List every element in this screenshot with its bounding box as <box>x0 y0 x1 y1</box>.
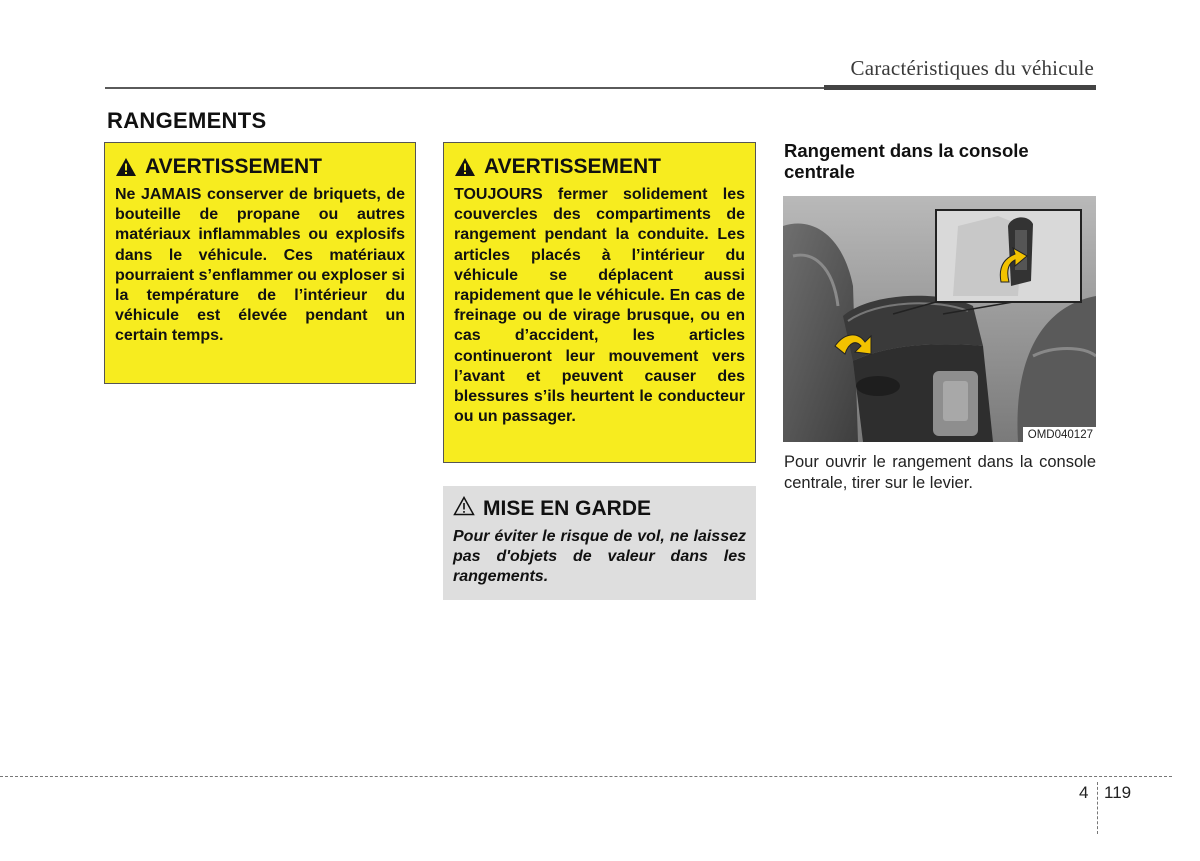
caution-body: Pour éviter le risque de vol, ne laissez pas d'objets de valeur dans les rangements. <box>453 528 746 586</box>
caution-title <box>453 496 746 522</box>
header-rule-accent <box>824 85 1096 90</box>
warning-title <box>454 155 745 179</box>
running-header: Caractéristiques du véhicule <box>850 56 1094 80</box>
warning-title <box>115 155 405 179</box>
caution-box <box>443 486 756 600</box>
caution-triangle-icon <box>453 496 475 522</box>
warning-triangle-icon <box>454 157 476 177</box>
warning-triangle-icon <box>115 157 137 177</box>
caution-title-text: MISE EN GARDE <box>483 497 652 520</box>
console-heading: Rangement dans la console centrale <box>784 140 1029 182</box>
warning-box-flammables <box>104 142 416 384</box>
warning-title-text: AVERTISSEMENT <box>145 155 322 178</box>
footer-vertical-divider <box>1097 782 1098 834</box>
section-heading: RANGEMENTS <box>107 108 267 133</box>
console-instructions: Pour ouvrir le rangement dans la console centrale, tirer sur le levier. <box>784 453 1096 492</box>
chapter-number: 4 <box>1079 783 1089 802</box>
warning-body: TOUJOURS fermer solidement les couvercles des compartiments de rangement pendant la conduite. Les articles placés à l’intérieur du véhicule se déplacent aussi rapidement que le véhicule. En cas de freinage ou de virage brusque, ou en cas d’accident, les articles continueront leur mouvement vers l’avant et peuvent causer des blessures s’ils heurtent le conducteur ou un passager. <box>454 186 745 426</box>
console-illustration <box>783 196 1096 442</box>
footer-divider <box>0 776 1172 777</box>
console-photo <box>783 196 1096 442</box>
warning-title-text: AVERTISSEMENT <box>484 155 661 178</box>
warning-body: Ne JAMAIS conserver de briquets, de bouteille de propane ou autres matériaux inflammables ou explosifs dans le véhicule. Ces matériaux pourraient s’enflammer ou exploser si la température de l’intérieur du véhicule est élevée pendant un certain temps. <box>115 186 405 345</box>
page-number: 119 <box>1104 783 1132 802</box>
warning-box-covers <box>443 142 756 463</box>
photo-code: OMD040127 <box>1023 427 1096 442</box>
